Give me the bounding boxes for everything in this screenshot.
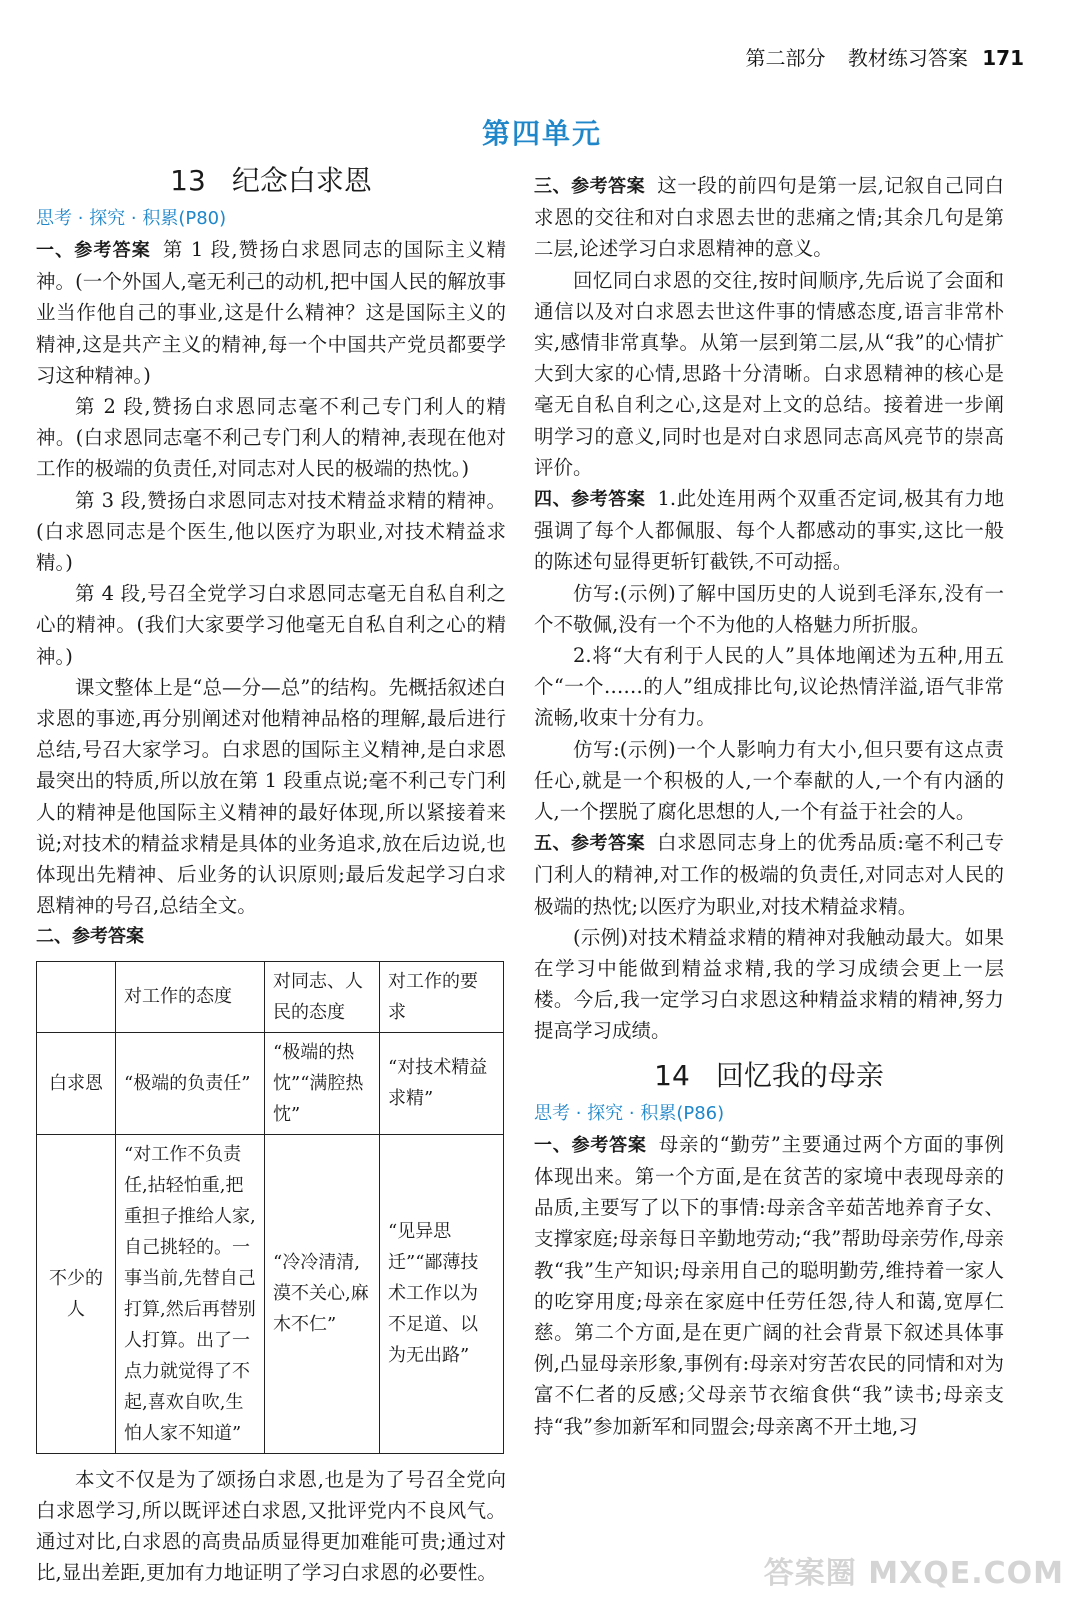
running-header [746, 42, 1024, 71]
lesson-14-answer-1-text: 母亲的“勤劳”主要通过两个方面的事例体现出来。第一个方面,是在贫苦的家境中表现母亲的品质,主要写了以下的事情:母亲含辛茹苦地养育子女、支撑家庭;母亲每日辛勤地劳动;“我”帮助母亲劳作,母亲教“我”生产知识;母亲用自己的聪明勤劳,维持着一家人的吃穿用度;母亲在家庭中任劳任怨,待人和蔼,宽厚仁慈。第二个方面,是在更广阔的社会背景下叙述具体事例,凸显母亲形象,事例有:母亲对穷苦农民的同情和对为富不仁者的反感;父母亲节衣缩食供“我”读书;母亲支持“我”参加新军和同盟会;母亲离不开土地,习 [534, 1132, 1004, 1438]
answer-4-text: 1.此处连用两个双重否定词,极其有力地强调了每个人都佩服、每个人都感动的事实,这比一般的陈述句显得更斩钉截铁,不可动摇。 [534, 487, 1005, 574]
answer-5-para-1 [534, 827, 1004, 922]
answer-4-label: 四、参考答案 [534, 489, 646, 511]
left-column [36, 160, 506, 1588]
lesson-13-subhead: 思考 · 探究 · 积累(P80) [36, 208, 227, 229]
comparison-table [36, 961, 504, 1454]
table-row-label: 不少的人 [37, 1134, 116, 1453]
answer-4-para-2: 仿写:(示例)了解中国历史的人说到毛泽东,没有一个不敬佩,没有一个不为他的人格魅力所折服。 [534, 581, 1004, 636]
answer-5-text: 白求恩同志身上的优秀品质:毫不利己专门利人的精神,对工作的极端的负责任,对同志对人民的极端的热忱;以医疗为职业,对技术精益求精。 [534, 831, 1005, 918]
table-header-cell: 对工作的态度 [116, 961, 265, 1032]
answer-1-text: 第 1 段,赞扬白求恩同志的国际主义精神。(一个外国人,毫无利己的动机,把中国人民的解放事业当作他自己的事业,这是什么精神？这是国际主义的精神,这是共产主义的精神,每一个中国共产党员都要学习这种精神。) [36, 238, 506, 387]
table-row-label: 白求恩 [37, 1032, 116, 1134]
table-header-row [37, 961, 504, 1032]
lesson-14-subhead: 思考 · 探究 · 积累(P86) [534, 1102, 725, 1124]
answer-1-para-5: 课文整体上是“总—分—总”的结构。先概括叙述白求恩的事迹,再分别阐述对他精神品格的理解,最后进行总结,号召大家学习。白求恩的国际主义精神,是白求恩最突出的特质,所以放在第 1 段重点说;毫不利己专门利人的精神是他国际主义精神的最好体现,所以紧接着来说;对技术的精益求精是具体的业务追求,放在后边说,也体现出先精神、后业务的认识原则;最后发起学习白求恩精神的号召,总结全文。 [36, 675, 506, 918]
lesson-title: 回忆我的母亲 [715, 1058, 884, 1092]
table-cell: “冷冷清清,漠不关心,麻木不仁” [265, 1134, 380, 1453]
table-cell: “极端的热忱”“满腔热忱” [265, 1032, 380, 1134]
page-number: 171 [982, 46, 1024, 70]
watermark: 答案圈 MXQE.COM [763, 1556, 1064, 1591]
lesson-title: 纪念白求恩 [231, 164, 372, 197]
right-column [534, 170, 1004, 1442]
table-header-cell: 对工作的要求 [380, 961, 504, 1032]
table-header-cell: 对同志、人民的态度 [265, 961, 380, 1032]
answer-1-para-1 [36, 234, 506, 391]
answer-1-label: 一、参考答案 [36, 240, 151, 261]
unit-title: 第四单元 [481, 117, 602, 150]
lesson-13-heading [36, 160, 506, 202]
answer-1-para-3: 第 3 段,赞扬白求恩同志对技术精益求精的精神。(白求恩同志是个医生,他以医疗为职业,对技术精益求精。) [36, 488, 506, 575]
lesson-14-heading [534, 1055, 1004, 1097]
table-cell: “对技术精益求精” [380, 1032, 504, 1134]
table-corner-cell [37, 961, 116, 1032]
table-row [37, 1032, 504, 1134]
lesson-14-answer-1-label: 一、参考答案 [534, 1134, 647, 1156]
answer-3-text: 这一段的前四句是第一层,记叙自己同白求恩的交往和对白求恩去世的悲痛之情;其余几句是第二层,论述学习白求恩精神的意义。 [534, 174, 1005, 261]
lesson-number: 14 [654, 1058, 690, 1092]
answer-3-para-1 [534, 170, 1004, 265]
answer-3-label: 三、参考答案 [534, 176, 646, 197]
answer-4-para-1 [534, 483, 1004, 578]
answer-1-para-4: 第 4 段,号召全党学习白求恩同志毫无自私自利之心的精神。(我们大家要学习他毫无自私自利之心的精神。) [36, 582, 506, 668]
answer-4-para-3: 2.将“大有利于人民的人”具体地阐述为五种,用五个“一个……的人”组成排比句,议论热情洋溢,语气非常流畅,收束十分有力。 [534, 644, 1004, 730]
table-cell: “对工作不负责任,拈轻怕重,把重担子推给人家,自己挑轻的。一事当前,先替自己打算,然后再替别人打算。出了一点力就觉得了不起,喜欢自吹,生怕人家不知道” [116, 1134, 265, 1453]
answer-5-label: 五、参考答案 [534, 833, 646, 855]
answer-4-para-4: 仿写:(示例)一个人影响力有大小,但只要有这点责任心,就是一个积极的人,一个奉献的人,一个有内涵的人,一个摆脱了腐化思想的人,一个有益于社会的人。 [534, 737, 1004, 824]
answer-3-para-2: 回忆同白求恩的交往,按时间顺序,先后说了会面和通信以及对白求恩去世这件事的情感态度,语言非常朴实,感情非常真挚。从第一层到第二层,从“我”的心情扩大到大家的心情,思路十分清晰。白求恩精神的核心是毫无自私自利之心,这是对上文的总结。接着进一步阐明学习的意义,同时也是对白求恩同志高风亮节的崇高评价。 [534, 268, 1004, 479]
lesson-14-answer-1 [534, 1129, 1004, 1442]
table-row [37, 1134, 504, 1453]
lesson-number: 13 [170, 164, 206, 197]
table-cell: “极端的负责任” [116, 1032, 265, 1134]
answer-5-para-2: (示例)对技术精益求精的精神对我触动最大。如果在学习中能做到精益求精,我的学习成绩会更上一层楼。今后,我一定学习白求恩这种精益求精的精神,努力提高学习成绩。 [534, 925, 1004, 1043]
answer-1-para-2: 第 2 段,赞扬白求恩同志毫不利己专门利人的精神。(白求恩同志毫不利己专门利人的精神,表现在他对工作的极端的负责任,对同志对人民的极端的热忱。) [36, 395, 506, 481]
answer-2-label: 二、参考答案 [36, 926, 144, 948]
section-label: 第二部分 [745, 46, 826, 70]
header-title: 教材练习答案 [847, 46, 968, 70]
table-cell: “见异思迁”“鄙薄技术工作以为不足道、以为无出路” [380, 1134, 504, 1453]
answer-2-para: 本文不仅是为了颂扬白求恩,也是为了号召全党向白求恩学习,所以既评述白求恩,又批评党内不良风气。通过对比,白求恩的高贵品质显得更加难能可贵;通过对比,显出差距,更加有力地证明了学习白求恩的必要性。 [36, 1467, 506, 1585]
